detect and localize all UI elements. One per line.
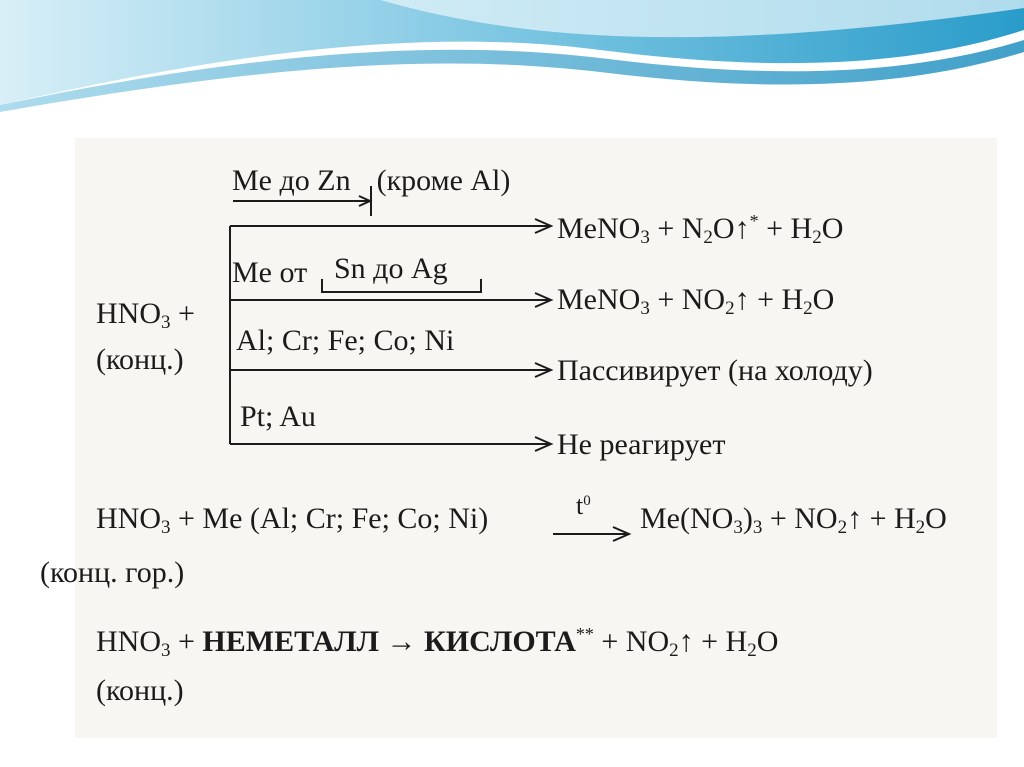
branch-4-product: Не реагирует xyxy=(557,428,726,461)
nonmetal-equation: $HNO_3$ + НЕМЕТАЛЛ → КИСЛОТА** + $NO_2↑ + H_2O$ xyxy=(96,624,779,661)
scheme-reactant: $HNO_3$ + xyxy=(96,297,195,333)
scheme-condition: (конц.) xyxy=(96,343,184,376)
branch-1-product: MeNO$_3$ + $N_2O↑^* + H_2O$ xyxy=(557,211,844,248)
branch-3-product: Пассивирует (на холоду) xyxy=(557,354,873,387)
hot-equation-left: $HNO_3 + Me$ (Al; Cr; Fe; Co; Ni) xyxy=(96,502,489,538)
hot-equation-right: $Me(NO_3)_3$ + $NO_2↑ + H_2O$ xyxy=(640,502,947,538)
branch-1-condition: Me до Zn (кроме Al) xyxy=(232,164,511,197)
header-wave-decoration xyxy=(0,0,1024,120)
nonmetal-equation-condition: (конц.) xyxy=(96,674,184,707)
branch-2-product: MeNO$_3$ + $NO_2↑ + H_2O$ xyxy=(557,283,835,319)
branch-3-condition: Al; Cr; Fe; Co; Ni xyxy=(236,324,455,357)
branch-2-condition-a: Me от xyxy=(232,256,308,289)
branch-2-condition-b: Sn до Ag xyxy=(334,252,448,285)
branch-4-condition: Pt; Au xyxy=(240,400,316,433)
hot-arrow-label: $t^0$ xyxy=(576,491,591,520)
hot-equation-condition: (конц. гор.) xyxy=(40,556,185,589)
